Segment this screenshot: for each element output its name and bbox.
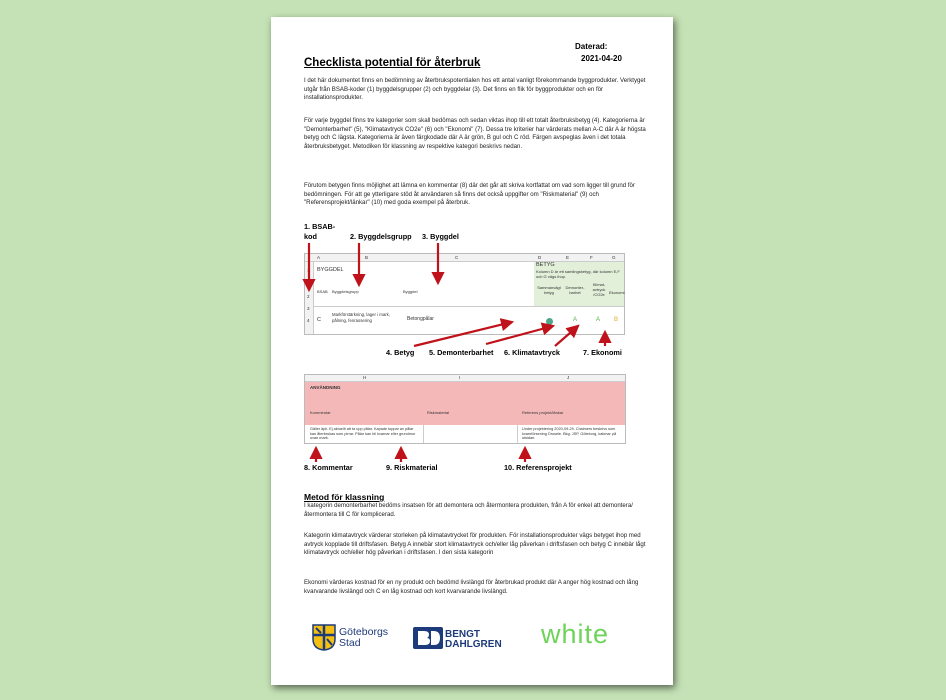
label-ekonomi: 7. Ekonomi — [583, 348, 622, 357]
label-demonterbarhet: 5. Demonterbarhet — [429, 348, 494, 357]
row-number-4: 4 — [307, 318, 310, 323]
col-letter-f: F — [590, 255, 593, 260]
col-letter-d: D — [538, 255, 542, 260]
cell-bsab: C — [317, 317, 321, 323]
gbg-line1: Göteborgs — [339, 626, 389, 638]
header-ekonomi: Ekonomi — [609, 290, 625, 295]
bengt-dahlgren-mark-icon — [413, 627, 443, 649]
header-bsab: BSAB — [317, 289, 328, 294]
byggdel-section-header: BYGGDEL — [317, 267, 344, 273]
col-letter-e: E — [566, 255, 570, 260]
method-paragraph-3: Ekonomi värderas kostnad för en ny produkt och bedömd livslängd för återbrukad produkt där A anger hög kostnad och lång kvarvarande livslängd och C en låg kostnad och kort kvarvarande livslängd. — [304, 579, 639, 595]
bengt-dahlgren-logo — [445, 630, 502, 650]
col-letter-h: H — [363, 375, 367, 380]
label-referensprojekt: 10. Referensprojekt — [504, 463, 572, 472]
dated-label: Daterad: — [575, 42, 608, 51]
label-kommentar: 8. Kommentar — [304, 463, 353, 472]
col-letter-g: G — [612, 255, 616, 260]
intro-paragraph-3: Förutom betygen finns möjlighet att lämna en kommentar (8) där det går att skriva kortfattat om vad som ligger till grund för bedömningen. För att ge ytterligare stöd åt användaren så finns det också uppgifter om "Riskmaterial" (9) och "Referensprojekt/länkar" (10) med goda exempel på återbruk. — [304, 182, 635, 206]
arrow-klimatavtryck — [555, 326, 578, 346]
header-byggdelsgrupp: Byggdelsgrupp — [332, 289, 359, 294]
arrow-demonterbarhet — [486, 326, 553, 344]
intro-paragraph-2: För varje byggdel finns tre kategorier som skall bedömas och sedan viktas ihop till ett totalt återbruksbetyg (4). Kategorierna är "Demonterbarhet" (5), "Klimatavtryck CO2e" (6) och "Ekonomi" (7). Dessa tre kriterier har värderats mellan A-C där A är högsta betyg och C lägsta. Kategorierna är även färgkodade där A är grön, B gul och C röd. Färgen avspeglas även i det totala återbruksbetyget. Metodiken för klassning av respektive kategori beskrivs nedan. — [304, 117, 646, 150]
cell-klimatavtryck: A — [596, 317, 601, 323]
cell-kommentar: Gäller äpli. Ej aktuellt att ta upp pålar. Kapade toppar av pålar kan återbrukas som pirrar. Pålar kan bli kvarnar eller grundmur ovan mark. — [310, 427, 416, 441]
arrow-betyg — [414, 322, 512, 346]
method-paragraph-2: Kategorin klimatavtryck värderar storleken på klimatavtrycket för produkten. För installationsprodukter vägs betyget ihop med avtryck kopplade till driftsfasen. Betyg A innebär stort klimatavtryck och/eller låg påverkan i driftsfasen och betyg C innebär lågt klimatavtryck och/eller hög påverkan i driftsfasen. I den sista kategorin — [304, 532, 646, 556]
gbg-line2: Stad — [339, 637, 361, 649]
betyg-note: Kolumn D är ett samlingsbetyg, där kolumn E,F och G vägs ihop. — [536, 269, 620, 279]
betyg-section-header: BETYG — [536, 262, 555, 268]
label-byggdelsgrupp: 2. Byggdelsgrupp — [350, 232, 412, 241]
method-paragraph-1: I kategorin demonterbarhet bedöms insatsen för att demontera och återmontera produkten, från A för enkel att demontera/återmontera till C för komplicerad. — [304, 502, 633, 518]
header-riskmaterial: Riskmaterial — [427, 410, 450, 415]
cell-demonterbarhet: A — [573, 317, 578, 323]
col-letter-b: B — [365, 255, 369, 260]
document-page — [271, 17, 673, 685]
header-sammanvagt-betyg: Sammanvägt betyg — [537, 285, 561, 295]
label-riskmaterial: 9. Riskmaterial — [386, 463, 438, 472]
col-letter-i: I — [459, 375, 461, 380]
anvandning-section-header: ANVÄNDNING — [310, 385, 341, 390]
method-heading: Metod för klassning — [304, 492, 385, 502]
cell-byggdelsgrupp: Markförstärkning, lager i mark, pålning, fenrassering — [332, 312, 391, 323]
cell-byggdel: Betongpålar — [407, 316, 434, 322]
row-number-1: 1 — [307, 268, 310, 273]
header-kommentar: Kommentar — [310, 410, 331, 415]
white-logo: white — [541, 619, 610, 649]
header-klimatavtryck: Klimat-avtryck /CO2e — [592, 282, 606, 297]
col-letter-a: A — [317, 255, 321, 260]
header-byggdel: Byggdel — [403, 289, 418, 294]
bd-line1: BENGT — [445, 629, 480, 640]
cell-referensprojekt: Under projektering 2020-09-29. Chalmers beskrivs som kvarnförsening Drosele. Bkg. JSP, Göteborg, kakmar på utsidan. — [522, 427, 617, 441]
header-referensprojekt: Referens projekt/länkar — [522, 410, 564, 415]
row-number-2: 2 — [307, 294, 310, 299]
label-betyg: 4. Betyg — [386, 348, 415, 357]
goteborgs-stad-logo — [339, 627, 388, 649]
bd-line2: DAHLGREN — [445, 639, 502, 650]
label-byggdel: 3. Byggdel — [422, 232, 459, 241]
goteborg-crest-icon — [311, 623, 337, 651]
col-letter-c: C — [455, 255, 459, 260]
intro-paragraph-1: I det här dokumentet finns en bedömning av återbrukspotentialen hos ett antal vanligt förekommande byggprodukter. Verktyget utgår från BSAB-koder (1) byggdelsgrupper (2) och byggdelar (3). Det finns en flik för byggprodukter och en för installationsprodukter. — [304, 77, 646, 101]
label-bsab-kod: 1. BSAB-kod — [304, 222, 336, 241]
row-number-3: 3 — [307, 306, 310, 311]
header-demonterbarhet: Demonter-barhet — [565, 285, 585, 295]
document-title: Checklista potential för återbruk — [304, 57, 481, 69]
dated-value: 2021-04-20 — [581, 54, 622, 63]
cell-ekonomi: B — [614, 317, 619, 323]
label-klimatavtryck: 6. Klimatavtryck — [504, 348, 560, 357]
col-letter-j: J — [567, 375, 570, 380]
